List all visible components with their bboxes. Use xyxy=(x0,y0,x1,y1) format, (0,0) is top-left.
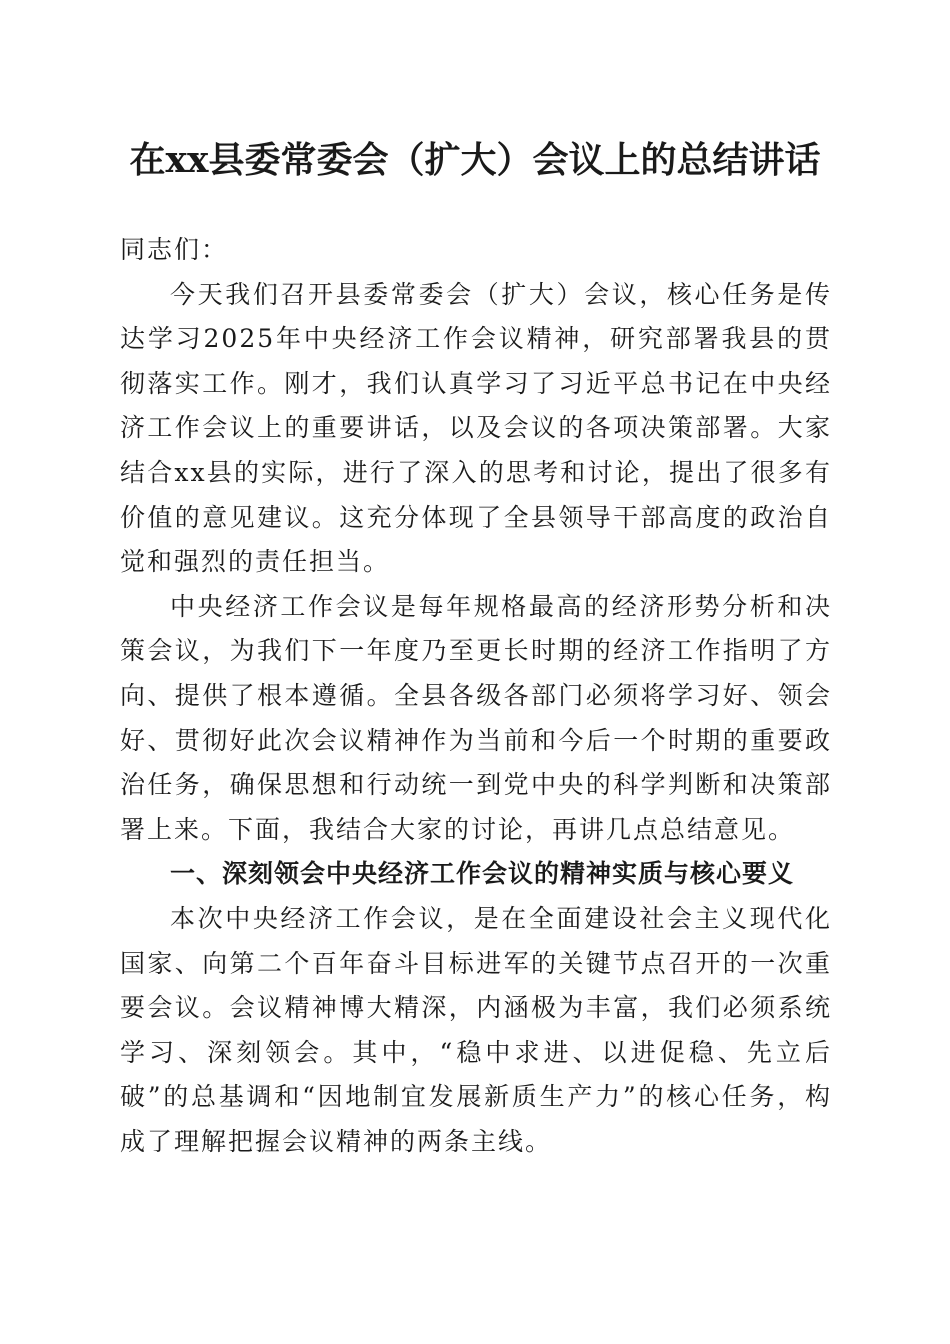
document-title: 在xx县委常委会（扩大）会议上的总结讲话 xyxy=(129,139,821,181)
document-body xyxy=(120,228,832,1164)
paragraph-opening: 今天我们召开县委常委会（扩大）会议，核心任务是传达学习2025年中央经济工作会议精神，研究部署我县的贯彻落实工作。刚才，我们认真学习了习近平总书记在中央经济工作会议上的重要讲话，以及会议的各项决策部署。大家结合xx县的实际，进行了深入的思考和讨论，提出了很多有价值的意见建议。这充分体现了全县领导干部高度的政治自觉和强烈的责任担当。 xyxy=(120,279,832,577)
paragraph-significance: 中央经济工作会议是每年规格最高的经济形势分析和决策会议，为我们下一年度乃至更长时期的经济工作指明了方向、提供了根本遵循。全县各级各部门必须将学习好、领会好、贯彻好此次会议精神作为当前和今后一个时期的重要政治任务，确保思想和行动统一到党中央的科学判断和决策部署上来。下面，我结合大家的讨论，再讲几点总结意见。 xyxy=(120,591,832,844)
salutation: 同志们： xyxy=(120,235,229,264)
section-1-paragraph: 本次中央经济工作会议，是在全面建设社会主义现代化国家、向第二个百年奋斗目标进军的关键节点召开的一次重要会议。会议精神博大精深，内涵极为丰富，我们必须系统学习、深刻领会。其中，“稳中求进、以进促稳、先立后破”的总基调和“因地制宜发展新质生产力”的核心任务，构成了理解把握会议精神的两条主线。 xyxy=(120,903,832,1156)
section-heading-1: 一、深刻领会中央经济工作会议的精神实质与核心要义 xyxy=(170,859,795,889)
